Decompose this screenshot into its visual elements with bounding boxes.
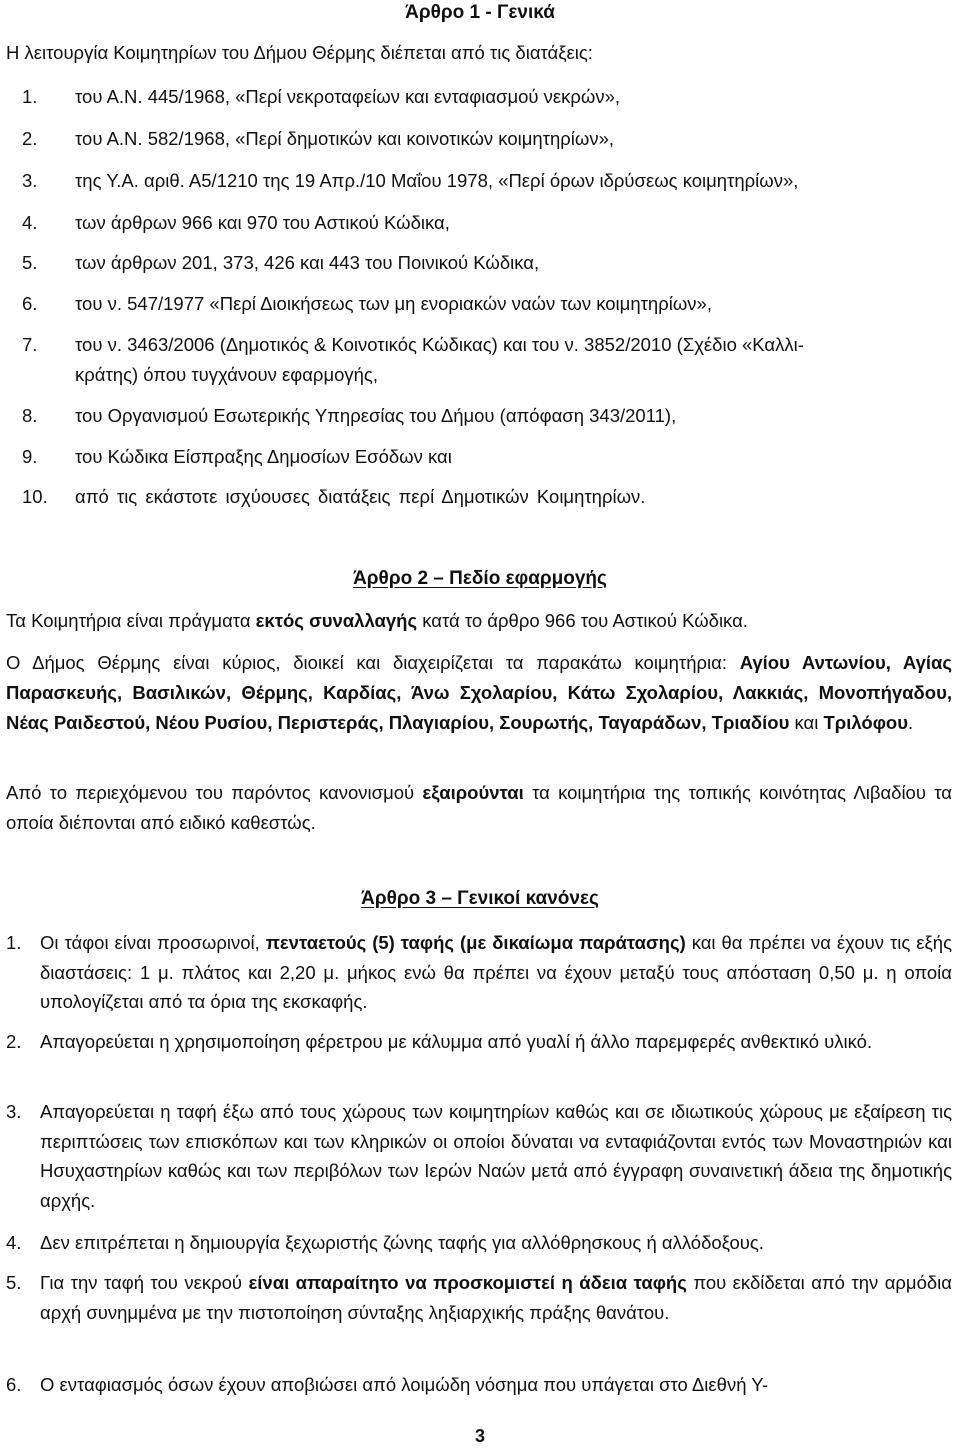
article-3-title: Άρθρο 3 – Γενικοί κανόνες [361, 888, 599, 909]
article-1-intro: Η λειτουργία Κοιμητηρίων του Δήμου Θέρμης διέπεται από τις διατάξεις: [6, 42, 593, 63]
article-2-paragraph-2: Ο Δήμος Θέρμης είναι κύριος, διοικεί και διαχειρίζεται τα παρακάτω κοιμητήρια: Αγίου Αντωνίου, Αγίας Παρασκευής, Βασιλικών, Θέρμης, Καρδίας, Άνω Σχολαρίου, Κάτω Σχολαρίου, Λακκιάς, Μονοπήγαδου, Νέας Ραιδεστού, Νέου Ρυσίου, Περιστεράς, Πλαγιαρίου, Σουρωτής, Ταγαράδων, Τριαδίου και Τριλόφου. [6, 652, 953, 733]
article-2-paragraph-3: Από το περιεχόμενου του παρόντος κανονισμού εξαιρούνται τα κοιμητήρια της τοπικής κοινότητας Λιβαδίου τα οποία διέπονται από ειδικό καθεστώς. [6, 782, 952, 833]
article-2-paragraph-1: Τα Κοιμητήρια είναι πράγματα εκτός συναλλαγής κατά το άρθρο 966 του Αστικού Κώδικα. [6, 610, 748, 631]
page-number: 3 [474, 1426, 485, 1446]
document-page: Άρθρο 1 - Γενικά Η λειτουργία Κοιμητηρίων του Δήμου Θέρμης διέπεται από τις διατάξεις: 1. του Α.Ν. 445/1968, «Περί νεκροταφείων και ενταφιασμού νεκρών», 2. του Α.Ν. 582/1968, «Περί δημοτικών και κοινοτικών κοιμητηρίων», 3. της Υ.Α. αριθ. Α5/1210 της 19 Απρ./10 Μαΐου 1978, «Περί όρων ιδρύσεως κοιμητηρίων», 4. των άρθρων 966 και 970 του Αστικού Κώδικα, 5. των άρθρων 201, 373, 426 και 443 του Ποινικού Κώδικα, 6. του ν. 547/1977 «Περί Διοικήσεως των μη ενοριακών ναών των κοιμητηρίων», 7. του ν. 3463/2006 (Δημοτικός & Κοινοτικός Κώδικας) και του ν. 3852/2010 (Σχέδιο «Καλλι- κράτης) όπου τυγχάνουν εφαρμογής, 8. του Οργανισμού Εσωτερικής Υπηρεσίας του Δήμου (απόφαση 343/2011), 9. του Κώδικα Είσπραξης Δημοσίων Εσόδων και 10. από τις εκάστοτε ισχύουσες διατάξεις περί Δημοτικών Κοιμητηρίων. Άρθρο 2 – Πεδίο εφαρμογής Τα Κοιμητήρια είναι πράγματα εκτός συναλλαγής κατά το άρθρο 966 του Αστικού Κώδικα. Ο Δήμος Θέρμης είναι κύριος, διοικεί και διαχειρίζεται τα παρακάτω κοιμητήρια: Αγίου Αντωνίου, Αγίας Παρασκευής, Βασιλικών, Θέρμης, Καρδίας, Άνω Σχολαρίου, Κάτω Σχολαρίου, Λακκιάς, Μονοπήγαδου, Νέας Ραιδεστού, Νέου Ρυσίου, Περιστεράς, Πλαγιαρίου, Σουρωτής, Ταγαράδων, Τριαδίου και Τριλόφου. Από το περιεχόμενου του παρόντος κανονισμού εξαιρούνται τα κοιμητήρια της τοπικής κοινότητας Λιβαδίου τα οποία διέπονται από ειδικό καθεστώς. Άρθρο 3 – Γενικοί κανόνες 1. Οι τάφοι είναι προσωρινοί, πενταετούς (5) ταφής (με δικαίωμα παράτασης) και θα πρέπει να έχουν τις εξής διαστάσεις: 1 μ. πλάτος και 2,20 μ. μήκος ενώ θα πρέπει να έχουν μεταξύ τους απόσταση 0,50 μ. η οποία υπολογίζεται από τα όρια της εκσκαφής. 2. Απαγορεύεται η χρησιμοποίηση φέρετρου με κάλυμμα από γυαλί ή άλλο παρεμφερές ανθεκτικό υλικό. 3. Απαγορεύεται η ταφή έξω από τους χώρους των κοιμητηρίων καθώς και σε ιδιωτικούς χώρους με εξαίρεση τις περιπτώσεις των επισκόπων και των κληρικών οι οποίοι δύναται να ενταφιάζονται εντός των Μοναστηριών και Ησυχαστηρίων καθώς και των περιβόλων των Ιερών Ναών μετά από έγγραφη συναινετική άδεια της δημοτικής αρχής. 4. Δεν επιτρέπεται η δημιουργία ξεχωριστής ζώνης ταφής για αλλόθρησκους ή αλλόδοξους. 5. Για την ταφή του νεκρού είναι απαραίτητο να προσκομιστεί η άδεια ταφής που εκδίδεται από την αρμόδια αρχή συνημμένα με την πιστοποίηση σύνταξης ληξιαρχικής πράξης θανάτου. 6. Ο ενταφιασμός όσων έχουν αποβιώσει από λοιμώδη νόσημα που υπάγεται στο Διεθνή Υ- 3 [0, 0, 960, 1452]
article-1-title: Άρθρο 1 - Γενικά [405, 2, 555, 23]
article-2-title: Άρθρο 2 – Πεδίο εφαρμογής [353, 568, 607, 589]
